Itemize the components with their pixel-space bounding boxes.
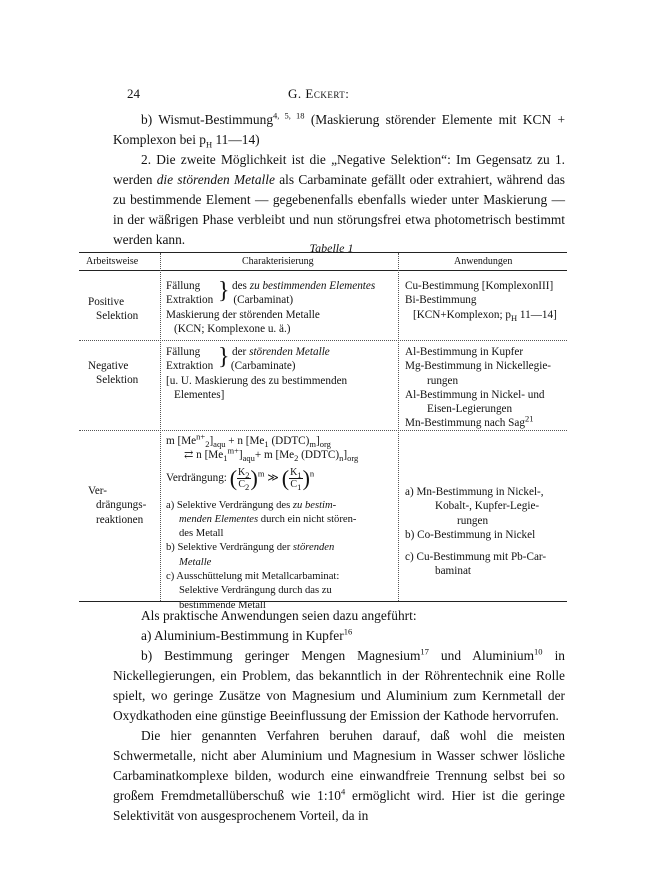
row-divider-2 <box>79 430 567 431</box>
row1-applications: Cu-Bestimmung [KomplexonIII] Bi-Bestimmung [KCN+Komplexon; $p_H$ 11—14] <box>405 280 557 323</box>
verdraengung-condition: Verdrängung: ( $\frac{K_2}{C_2}$ )$^m$ ≫ ( $\frac{K_1}{C_1}$ )$^n$ <box>166 465 315 492</box>
row3-item-b: b) Selektive Verdrängung der störenden Metalle <box>166 542 335 568</box>
table-col-divider-2 <box>398 253 399 601</box>
row3-item-a: a) Selektive Verdrängung des zu bestim- menden Elementes durch ein nicht stören- des Metall <box>166 499 357 540</box>
col-header-charakterisierung: Charakterisierung <box>242 256 314 267</box>
row3-item-c: c) Ausschüttelung mit Metallcarbaminat: Selektive Verdrängung durch das zu bestimmende Metall <box>166 571 340 611</box>
running-head-author: G. Eckert: <box>288 86 350 101</box>
table-col-divider-1 <box>160 253 161 601</box>
row1-des-text: des zu bestimmenden Elementes <box>232 280 376 292</box>
col-header-anwendungen: Anwendungen <box>454 256 513 267</box>
intro-text <box>113 110 565 250</box>
brace-icon: } <box>218 278 230 304</box>
row-label-positive: Positive Selektion <box>88 296 139 323</box>
row2-characterization: Fällung Extraktion (Carbaminate) [u. U. Maskierung des zu bestimmenden Elementes] <box>166 346 348 401</box>
row-divider-1 <box>79 340 567 341</box>
row2-der-text: der störenden Metalle <box>232 346 330 358</box>
table-top-rule <box>79 252 567 253</box>
row-label-negative: Negative Selektion <box>88 360 139 387</box>
wismut-paragraph: b) Wismut-Bestimmung$^{4, 5, 18}$ (Maskierung störender Elemente mit KCN + Komplexon bei $p_H$ 11—14) <box>113 110 566 150</box>
table-bottom-rule <box>79 601 567 602</box>
row3-characterization <box>166 431 398 613</box>
col-header-arbeitsweise: Arbeitsweise <box>86 256 139 267</box>
equation-line-1: m $[Me^{n+}_2]_{aqu} + n$ [$Me_1$ $(DDTC)_m]_{org}$ <box>166 431 331 450</box>
row1-characterization: Fällung Extraktion (Carbaminat) Maskierung der störenden Metalle (KCN; Komplexone u. ä.) <box>166 280 320 335</box>
row2-applications: Al-Bestimmung in Kupfer Mg-Bestimmung in Nickellegie- rungen Al-Bestimmung in Nickel- und Eisen-Legierungen Mn-Bestimmung nach Sag$^{21}$ <box>405 346 552 430</box>
row-label-verdraengung: Ver- drängungs- reaktionen <box>88 485 147 526</box>
table-header-rule <box>79 270 567 271</box>
equation-line-2: ⇄ n $[Me_1^{m+}]_{aqu}+ m$ [$Me_2$ $(DDTC)_n]_{org}$ <box>184 445 359 464</box>
page-number: 24 <box>127 86 140 101</box>
negative-selection-paragraph: 2. Die zweite Möglichkeit ist die „Negative Selektion“: Im Gegensatz zu 1. werden die störenden Metalle als Carbaminate gefällt oder extrahiert, während das zu bestimmende Element — gegebenenfalls ebenfalls wieder unter Maskierung — in der wäßrigen Phase verbleibt und nun störungsfrei etwa photometrisch bestimmt werden kann. <box>113 152 565 247</box>
applications-text: Als praktische Anwendungen seien dazu angeführt: a) Aluminium-Bestimmung in Kupfer$^{16}$ b) Bestimmung geringer Mengen Magnesium$^{17}$ und Aluminium$^{10}$ in Nickellegierungen, ein Problem, das bekanntlich in der Röhrentechnik eine Rolle spielt, wo geringe Zusätze von Magnesium und Aluminium zum Kernmetall der Oxydkathoden eine günstige Beeinflussung der Emission der Kathode hervorrufen. Die hier genannten Verfahren beruhen darauf, daß wohl die meisten Schwermetalle, nicht aber Aluminium und Magnesium in Wasser schwer lösliche Carbaminatkomplexe bilden, wodurch eine einwandfreie Trennung selbst bei so großem Fremdmetallüberschuß wie $1:10^4$ ermöglicht wird. Hier ist die geringe Selektivität von ausgesprochenem Vorteil, da in <box>113 608 565 823</box>
brace-icon: } <box>218 344 230 370</box>
row3-applications: a) Mn-Bestimmung in Nickel-, Kobalt-, Kupfer-Legie- rungen b) Co-Bestimmung in Nickel c) Cu-Bestimmung mit Pb-Car- baminat <box>405 486 547 578</box>
table-caption: Tabelle 1 <box>309 241 354 255</box>
equilibrium-arrow-icon: ⇄ <box>184 449 194 462</box>
